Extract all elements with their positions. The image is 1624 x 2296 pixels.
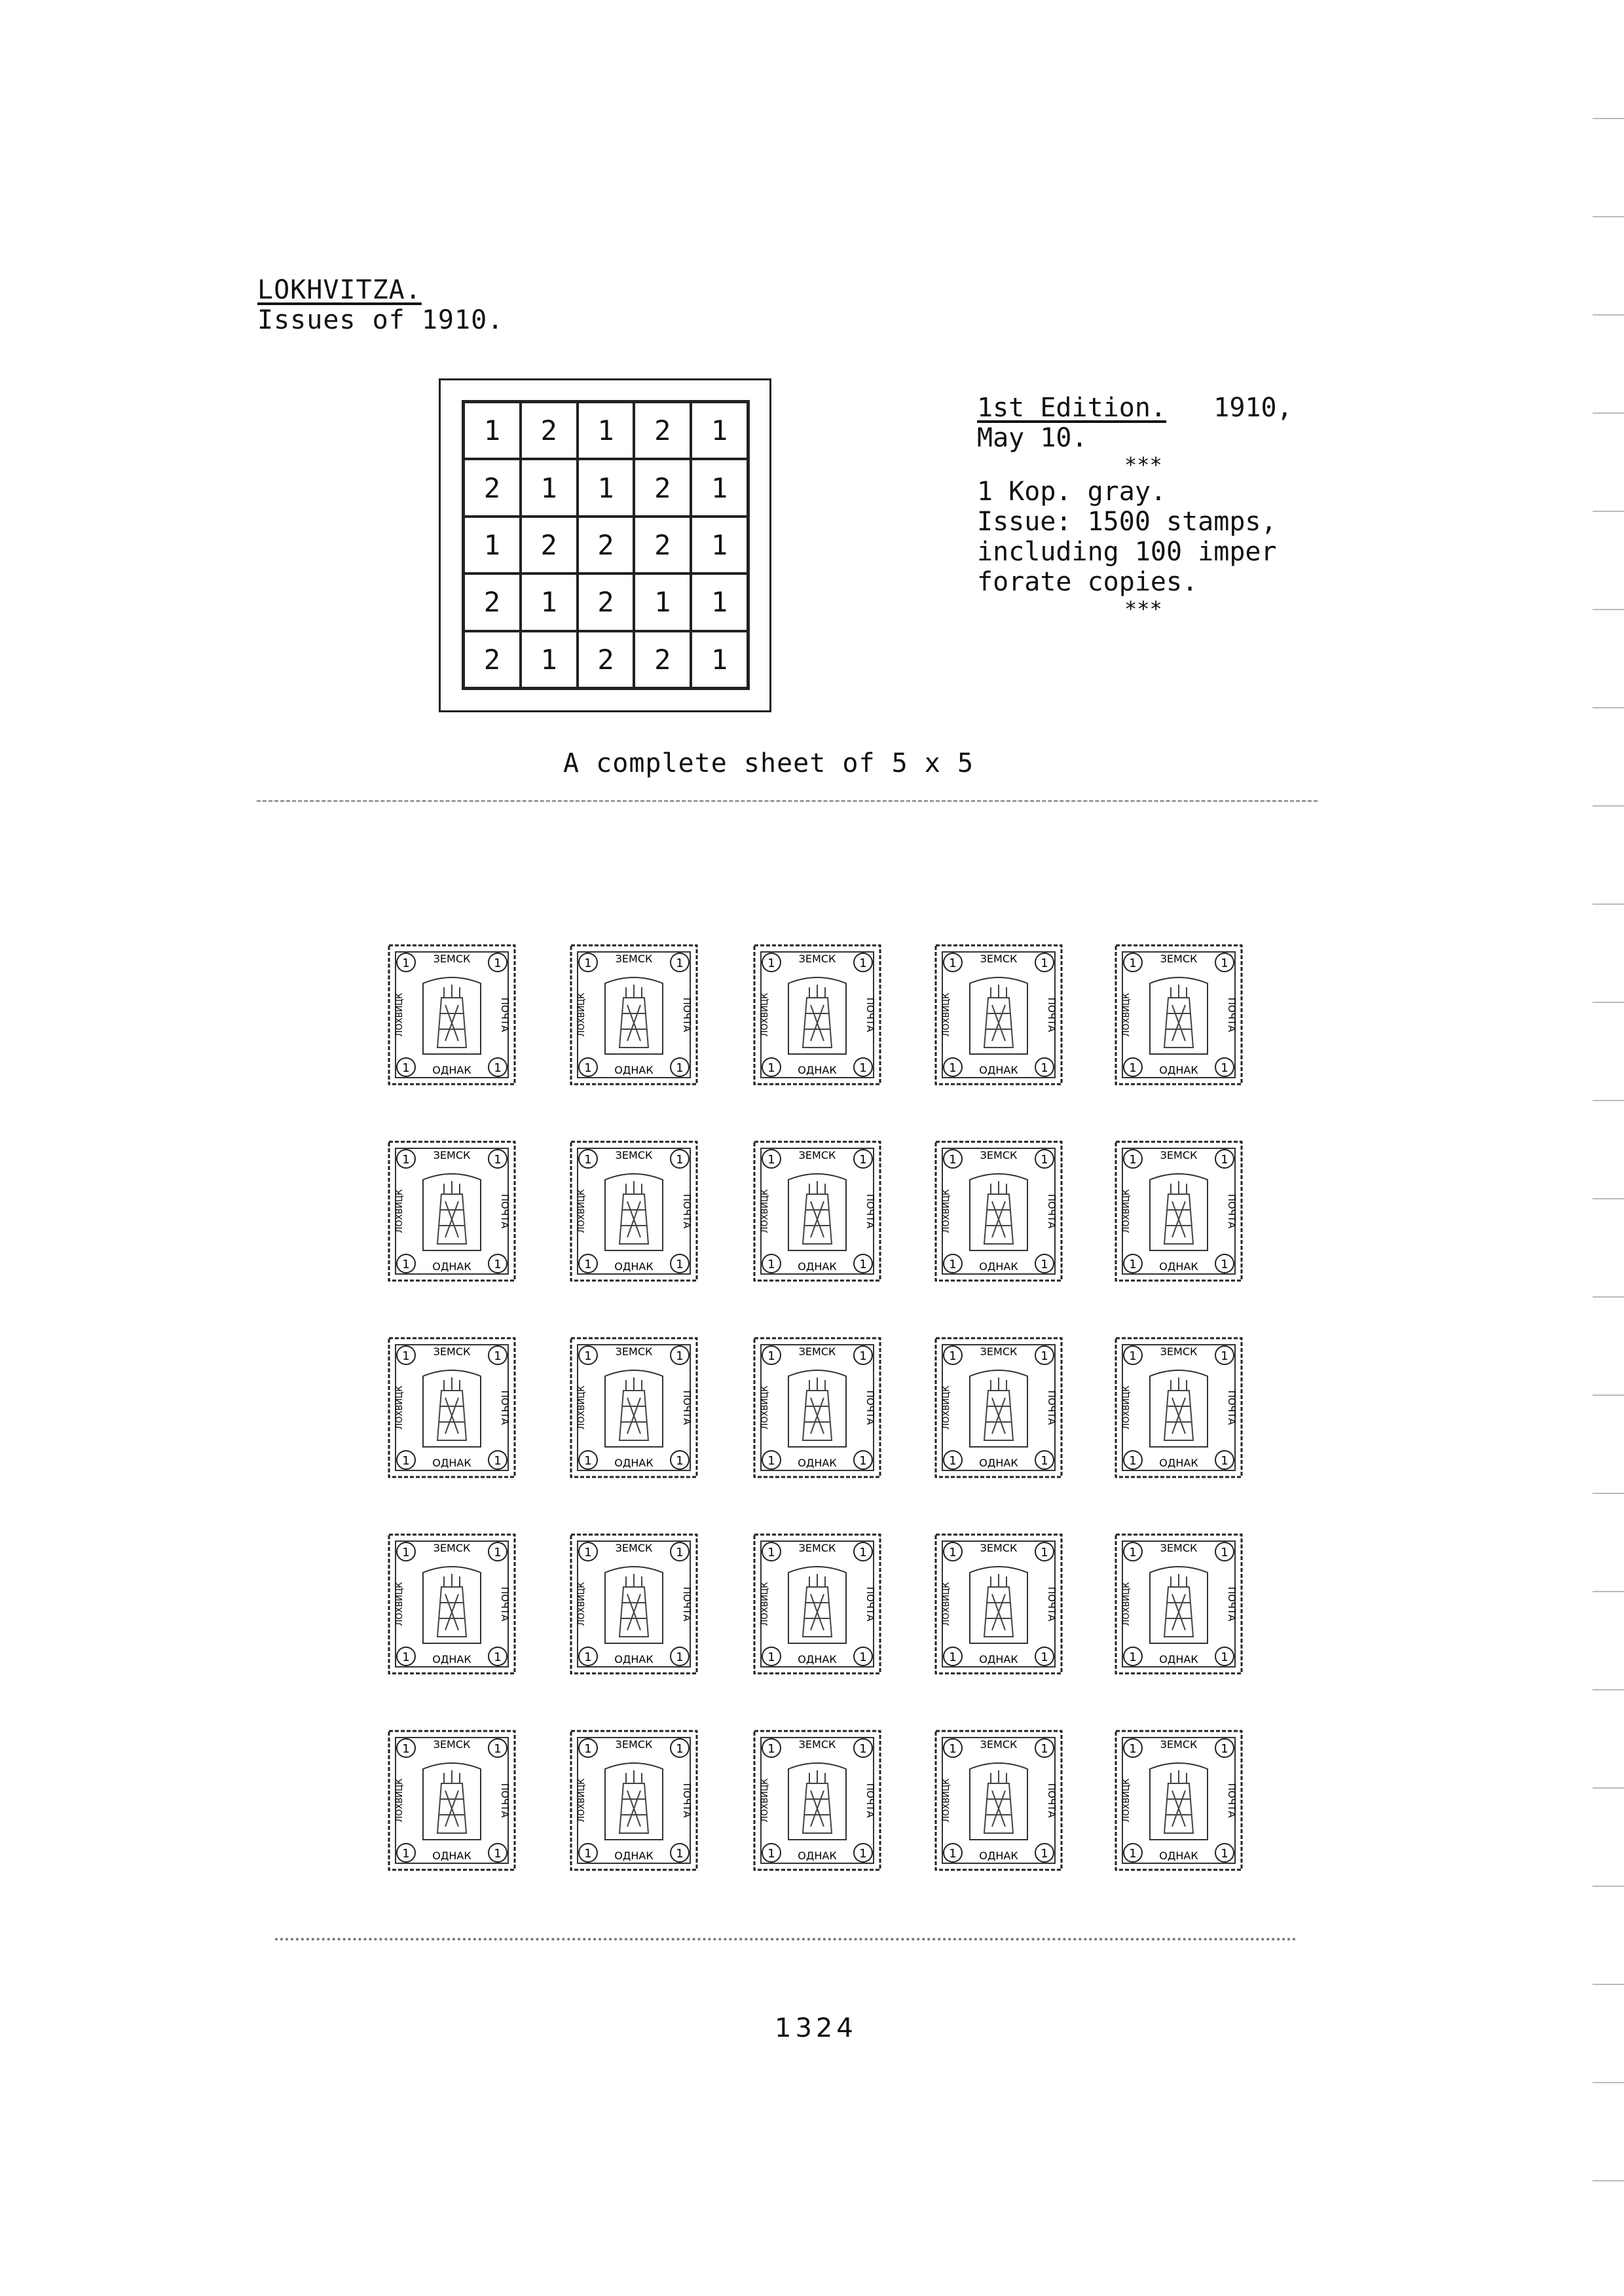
plate-cell: 1	[578, 459, 635, 516]
svg-text:1: 1	[1129, 1454, 1137, 1468]
svg-text:ЛОХВИЦК: ЛОХВИЦК	[942, 1385, 951, 1430]
stamp	[752, 943, 883, 1087]
edge-tick	[1593, 707, 1624, 708]
svg-text:ЗЕМСК: ЗЕМСК	[1160, 953, 1198, 965]
svg-text:1: 1	[859, 1546, 867, 1559]
svg-text:1: 1	[676, 957, 684, 970]
svg-text:1: 1	[1221, 1349, 1228, 1363]
svg-text:1: 1	[859, 957, 867, 970]
plate-cell: 1	[464, 402, 521, 459]
svg-text:ПОЧТА: ПОЧТА	[499, 997, 511, 1032]
svg-text:ЗЕМСК: ЗЕМСК	[433, 1542, 471, 1554]
svg-text:ПОЧТА: ПОЧТА	[864, 1783, 876, 1818]
svg-text:1: 1	[494, 957, 502, 970]
svg-text:1: 1	[1129, 1153, 1137, 1167]
svg-text:1: 1	[949, 1153, 957, 1167]
svg-text:ПОЧТА: ПОЧТА	[1226, 1194, 1238, 1229]
edition-issue-line1: Issue: 1500 stamps,	[977, 507, 1277, 537]
edition-heading-line	[977, 393, 1344, 423]
svg-text:ЗЕМСК: ЗЕМСК	[1160, 1542, 1198, 1554]
plate-cell: 2	[521, 517, 578, 574]
svg-text:ЛОХВИЦК: ЛОХВИЦК	[577, 1778, 587, 1823]
svg-text:1: 1	[1221, 1454, 1228, 1468]
svg-text:ПОЧТА: ПОЧТА	[681, 1390, 693, 1425]
edition-stars-2: ***	[1124, 596, 1162, 621]
svg-text:1: 1	[494, 1349, 502, 1363]
svg-text:1: 1	[949, 1061, 957, 1075]
svg-text:1: 1	[767, 1349, 775, 1363]
svg-text:ЛОХВИЦК: ЛОХВИЦК	[577, 1582, 587, 1626]
stamp	[386, 1532, 517, 1676]
edge-tick	[1593, 609, 1624, 610]
svg-text:ПОЧТА: ПОЧТА	[864, 1390, 876, 1425]
svg-text:ПОЧТА: ПОЧТА	[1046, 1194, 1058, 1229]
svg-text:1: 1	[402, 1742, 410, 1756]
svg-text:ОДНАК: ОДНАК	[979, 1653, 1018, 1666]
edge-tick	[1593, 511, 1624, 512]
svg-text:ОДНАК: ОДНАК	[798, 1064, 837, 1076]
stamp	[1113, 1532, 1244, 1676]
plate-cell: 2	[634, 459, 691, 516]
edge-tick	[1593, 1100, 1624, 1101]
svg-text:ЗЕМСК: ЗЕМСК	[1160, 1345, 1198, 1358]
edge-tick	[1593, 118, 1624, 119]
svg-text:ЗЕМСК: ЗЕМСК	[1160, 1738, 1198, 1751]
svg-text:1: 1	[1129, 1061, 1137, 1075]
svg-text:ЛОХВИЦК: ЛОХВИЦК	[942, 993, 951, 1037]
svg-text:1: 1	[767, 1258, 775, 1271]
svg-text:1: 1	[676, 1061, 684, 1075]
plate-cell: 1	[691, 459, 748, 516]
svg-text:ЛОХВИЦК: ЛОХВИЦК	[395, 1582, 405, 1626]
plate-cell: 2	[464, 631, 521, 688]
svg-text:1: 1	[402, 1349, 410, 1363]
svg-text:ЛОХВИЦК: ЛОХВИЦК	[395, 1189, 405, 1233]
plate-cell: 2	[634, 402, 691, 459]
svg-text:ОДНАК: ОДНАК	[1159, 1653, 1198, 1666]
svg-text:ЗЕМСК: ЗЕМСК	[798, 1345, 836, 1358]
edition-date: May 10.	[977, 423, 1088, 453]
svg-text:ПОЧТА: ПОЧТА	[499, 1783, 511, 1818]
svg-text:ЛОХВИЦК: ЛОХВИЦК	[577, 1385, 587, 1430]
svg-text:1: 1	[767, 1153, 775, 1167]
plate-cell: 2	[521, 402, 578, 459]
plate-cell: 2	[578, 631, 635, 688]
edition-info	[977, 393, 1344, 621]
svg-text:ЛОХВИЦК: ЛОХВИЦК	[760, 1385, 770, 1430]
edge-tick	[1593, 903, 1624, 905]
svg-text:ЛОХВИЦК: ЛОХВИЦК	[395, 1778, 405, 1823]
edge-tick	[1593, 1296, 1624, 1298]
svg-text:ОДНАК: ОДНАК	[1159, 1457, 1198, 1469]
plate-cell: 2	[464, 574, 521, 630]
svg-text:1: 1	[494, 1258, 502, 1271]
stamp	[386, 943, 517, 1087]
svg-text:ЛОХВИЦК: ЛОХВИЦК	[942, 1582, 951, 1626]
svg-text:ПОЧТА: ПОЧТА	[864, 1194, 876, 1229]
svg-text:ПОЧТА: ПОЧТА	[1226, 997, 1238, 1032]
svg-text:ЛОХВИЦК: ЛОХВИЦК	[1122, 1778, 1132, 1823]
svg-text:1: 1	[1129, 1650, 1137, 1664]
svg-text:1: 1	[1041, 1650, 1048, 1664]
svg-text:ЗЕМСК: ЗЕМСК	[433, 1738, 471, 1751]
edge-tick	[1593, 1002, 1624, 1003]
svg-text:1: 1	[494, 1847, 502, 1861]
svg-text:1: 1	[949, 1349, 957, 1363]
svg-text:ПОЧТА: ПОЧТА	[1226, 1586, 1238, 1622]
svg-text:ЗЕМСК: ЗЕМСК	[980, 1345, 1018, 1358]
plate-cell: 2	[634, 517, 691, 574]
svg-text:ЗЕМСК: ЗЕМСК	[980, 953, 1018, 965]
svg-text:ПОЧТА: ПОЧТА	[1046, 1586, 1058, 1622]
svg-text:1: 1	[1041, 1742, 1048, 1756]
svg-text:ЛОХВИЦК: ЛОХВИЦК	[577, 1189, 587, 1233]
svg-text:ЛОХВИЦК: ЛОХВИЦК	[942, 1189, 951, 1233]
svg-text:ОДНАК: ОДНАК	[432, 1850, 471, 1862]
edge-tick	[1593, 1493, 1624, 1494]
svg-text:ПОЧТА: ПОЧТА	[1226, 1390, 1238, 1425]
svg-text:1: 1	[402, 957, 410, 970]
svg-text:ОДНАК: ОДНАК	[798, 1260, 837, 1273]
edition-issue-line3: forate copies.	[977, 567, 1198, 597]
stamp	[1113, 1728, 1244, 1872]
svg-text:ОДНАК: ОДНАК	[614, 1064, 654, 1076]
svg-text:1: 1	[767, 1742, 775, 1756]
svg-text:ЛОХВИЦК: ЛОХВИЦК	[1122, 1582, 1132, 1626]
edge-tick	[1593, 2082, 1624, 2083]
edition-year: 1910,	[1213, 393, 1293, 423]
plate-cell: 1	[521, 459, 578, 516]
stamp	[568, 943, 699, 1087]
svg-text:1: 1	[1041, 1349, 1048, 1363]
edge-tick	[1593, 2180, 1624, 2181]
svg-text:1: 1	[676, 1258, 684, 1271]
stamp-sheet	[262, 805, 1297, 1958]
stamp	[568, 1532, 699, 1676]
stamp	[933, 1336, 1064, 1480]
sheet-caption: A complete sheet of 5 x 5	[563, 748, 974, 778]
svg-text:ОДНАК: ОДНАК	[432, 1653, 471, 1666]
svg-text:ЛОХВИЦК: ЛОХВИЦК	[1122, 1385, 1132, 1430]
svg-text:1: 1	[859, 1847, 867, 1861]
svg-text:ЗЕМСК: ЗЕМСК	[980, 1542, 1018, 1554]
svg-text:1: 1	[584, 1650, 592, 1664]
svg-text:1: 1	[859, 1061, 867, 1075]
svg-text:1: 1	[584, 1546, 592, 1559]
svg-text:ОДНАК: ОДНАК	[1159, 1850, 1198, 1862]
svg-text:1: 1	[1129, 1847, 1137, 1861]
svg-text:ПОЧТА: ПОЧТА	[681, 1783, 693, 1818]
plate-cell: 2	[578, 517, 635, 574]
svg-text:1: 1	[584, 957, 592, 970]
svg-text:1: 1	[1129, 1742, 1137, 1756]
edge-tick	[1593, 1689, 1624, 1690]
svg-text:1: 1	[859, 1258, 867, 1271]
svg-text:ОДНАК: ОДНАК	[979, 1260, 1018, 1273]
svg-text:ОДНАК: ОДНАК	[979, 1457, 1018, 1469]
svg-text:1: 1	[402, 1847, 410, 1861]
svg-text:ЗЕМСК: ЗЕМСК	[980, 1149, 1018, 1161]
svg-text:1: 1	[1221, 1258, 1228, 1271]
svg-text:1: 1	[859, 1650, 867, 1664]
svg-text:1: 1	[859, 1454, 867, 1468]
svg-text:1: 1	[494, 1454, 502, 1468]
stamp	[752, 1532, 883, 1676]
stamp	[386, 1139, 517, 1283]
svg-text:1: 1	[767, 1454, 775, 1468]
svg-text:1: 1	[1221, 957, 1228, 970]
svg-text:1: 1	[676, 1153, 684, 1167]
page-number: 1324	[775, 2013, 857, 2043]
svg-text:1: 1	[676, 1454, 684, 1468]
svg-text:ЗЕМСК: ЗЕМСК	[615, 1149, 653, 1161]
svg-text:ЗЕМСК: ЗЕМСК	[1160, 1149, 1198, 1161]
svg-text:ПОЧТА: ПОЧТА	[499, 1390, 511, 1425]
svg-text:ОДНАК: ОДНАК	[614, 1260, 654, 1273]
plate-cell: 1	[634, 574, 691, 630]
svg-text:ПОЧТА: ПОЧТА	[864, 1586, 876, 1622]
plate-cell: 1	[464, 517, 521, 574]
svg-text:1: 1	[1221, 1061, 1228, 1075]
plate-cell: 1	[578, 402, 635, 459]
svg-text:1: 1	[584, 1258, 592, 1271]
svg-text:ОДНАК: ОДНАК	[432, 1064, 471, 1076]
svg-text:1: 1	[1221, 1153, 1228, 1167]
svg-text:1: 1	[402, 1650, 410, 1664]
edition-heading: 1st Edition.	[977, 393, 1166, 423]
edge-tick	[1593, 412, 1624, 414]
svg-text:1: 1	[767, 1650, 775, 1664]
svg-text:ЗЕМСК: ЗЕМСК	[433, 1345, 471, 1358]
svg-text:1: 1	[676, 1349, 684, 1363]
svg-text:ЛОХВИЦК: ЛОХВИЦК	[1122, 993, 1132, 1037]
plate-cell: 1	[521, 631, 578, 688]
svg-text:1: 1	[949, 1742, 957, 1756]
svg-text:ЗЕМСК: ЗЕМСК	[615, 1738, 653, 1751]
page-title: LOKHVITZA.	[257, 275, 422, 305]
svg-text:ПОЧТА: ПОЧТА	[499, 1586, 511, 1622]
svg-text:ОДНАК: ОДНАК	[1159, 1260, 1198, 1273]
svg-text:ЛОХВИЦК: ЛОХВИЦК	[760, 1582, 770, 1626]
svg-text:1: 1	[676, 1742, 684, 1756]
svg-text:1: 1	[1129, 957, 1137, 970]
svg-text:ОДНАК: ОДНАК	[1159, 1064, 1198, 1076]
edge-tick	[1593, 1984, 1624, 1985]
stamp	[386, 1336, 517, 1480]
svg-text:1: 1	[1041, 1546, 1048, 1559]
plate-cell: 1	[691, 517, 748, 574]
svg-text:1: 1	[494, 1650, 502, 1664]
stamp	[568, 1139, 699, 1283]
svg-text:1: 1	[1221, 1650, 1228, 1664]
svg-text:ПОЧТА: ПОЧТА	[499, 1194, 511, 1229]
svg-text:ЛОХВИЦК: ЛОХВИЦК	[395, 993, 405, 1037]
edge-tick	[1593, 216, 1624, 217]
edge-tick	[1593, 1198, 1624, 1199]
plate-cell: 1	[691, 402, 748, 459]
svg-text:1: 1	[949, 1454, 957, 1468]
svg-text:ПОЧТА: ПОЧТА	[1046, 1390, 1058, 1425]
svg-text:ЛОХВИЦК: ЛОХВИЦК	[395, 1385, 405, 1430]
svg-text:ЛОХВИЦК: ЛОХВИЦК	[760, 993, 770, 1037]
edge-tick	[1593, 1591, 1624, 1592]
svg-text:1: 1	[584, 1153, 592, 1167]
stamp	[1113, 1336, 1244, 1480]
svg-text:1: 1	[767, 1847, 775, 1861]
svg-text:1: 1	[584, 1454, 592, 1468]
edge-tick	[1593, 314, 1624, 316]
svg-text:ЛОХВИЦК: ЛОХВИЦК	[942, 1778, 951, 1823]
edition-stars: ***	[1124, 452, 1162, 477]
svg-text:1: 1	[1129, 1258, 1137, 1271]
svg-text:ОДНАК: ОДНАК	[979, 1850, 1018, 1862]
svg-text:1: 1	[859, 1349, 867, 1363]
plate-cell: 2	[464, 459, 521, 516]
svg-text:1: 1	[402, 1153, 410, 1167]
svg-text:1: 1	[1041, 1153, 1048, 1167]
svg-text:1: 1	[767, 957, 775, 970]
stamp	[933, 1139, 1064, 1283]
svg-text:1: 1	[859, 1742, 867, 1756]
svg-text:1: 1	[1221, 1847, 1228, 1861]
edition-issue-line2: including 100 imper	[977, 537, 1277, 567]
stamp	[752, 1336, 883, 1480]
svg-text:1: 1	[676, 1650, 684, 1664]
svg-text:ОДНАК: ОДНАК	[614, 1653, 654, 1666]
svg-text:1: 1	[767, 1061, 775, 1075]
svg-text:1: 1	[859, 1153, 867, 1167]
svg-text:ОДНАК: ОДНАК	[798, 1653, 837, 1666]
svg-text:1: 1	[1041, 1847, 1048, 1861]
svg-text:1: 1	[767, 1546, 775, 1559]
stamp	[568, 1728, 699, 1872]
svg-text:1: 1	[494, 1153, 502, 1167]
svg-text:ОДНАК: ОДНАК	[798, 1457, 837, 1469]
svg-text:ОДНАК: ОДНАК	[614, 1457, 654, 1469]
svg-text:ЛОХВИЦК: ЛОХВИЦК	[577, 993, 587, 1037]
svg-text:ЗЕМСК: ЗЕМСК	[433, 953, 471, 965]
stamp	[933, 1532, 1064, 1676]
svg-text:ОДНАК: ОДНАК	[979, 1064, 1018, 1076]
svg-text:ЛОХВИЦК: ЛОХВИЦК	[1122, 1189, 1132, 1233]
svg-text:ЛОХВИЦК: ЛОХВИЦК	[760, 1189, 770, 1233]
svg-text:1: 1	[402, 1454, 410, 1468]
svg-text:ЗЕМСК: ЗЕМСК	[615, 1542, 653, 1554]
svg-text:ОДНАК: ОДНАК	[432, 1260, 471, 1273]
sheet-top-margin	[257, 800, 1318, 802]
svg-text:1: 1	[584, 1847, 592, 1861]
sheet-bottom-margin	[275, 1938, 1297, 1941]
plate-cell: 2	[578, 574, 635, 630]
stamp	[568, 1336, 699, 1480]
svg-text:ПОЧТА: ПОЧТА	[1226, 1783, 1238, 1818]
svg-text:1: 1	[494, 1742, 502, 1756]
svg-text:ЗЕМСК: ЗЕМСК	[433, 1149, 471, 1161]
svg-text:ЗЕМСК: ЗЕМСК	[798, 1149, 836, 1161]
svg-text:1: 1	[584, 1742, 592, 1756]
plate-layout-grid	[462, 400, 750, 690]
plate-cell: 1	[521, 574, 578, 630]
svg-text:ЗЕМСК: ЗЕМСК	[798, 1542, 836, 1554]
svg-text:ЗЕМСК: ЗЕМСК	[980, 1738, 1018, 1751]
svg-text:1: 1	[1041, 1258, 1048, 1271]
svg-text:ПОЧТА: ПОЧТА	[864, 997, 876, 1032]
svg-text:1: 1	[402, 1258, 410, 1271]
svg-text:1: 1	[1041, 1061, 1048, 1075]
svg-text:ЗЕМСК: ЗЕМСК	[798, 1738, 836, 1751]
svg-text:ЗЕМСК: ЗЕМСК	[615, 1345, 653, 1358]
svg-text:1: 1	[584, 1349, 592, 1363]
stamp	[933, 1728, 1064, 1872]
svg-text:ПОЧТА: ПОЧТА	[681, 1586, 693, 1622]
svg-text:ЛОХВИЦК: ЛОХВИЦК	[760, 1778, 770, 1823]
svg-text:1: 1	[1041, 957, 1048, 970]
svg-text:1: 1	[676, 1546, 684, 1559]
stamp	[1113, 1139, 1244, 1283]
edge-tick	[1593, 1787, 1624, 1789]
svg-text:1: 1	[949, 957, 957, 970]
svg-text:ПОЧТА: ПОЧТА	[681, 997, 693, 1032]
svg-text:1: 1	[584, 1061, 592, 1075]
svg-text:ПОЧТА: ПОЧТА	[1046, 997, 1058, 1032]
plate-cell: 2	[634, 631, 691, 688]
svg-text:1: 1	[1221, 1742, 1228, 1756]
svg-text:ОДНАК: ОДНАК	[432, 1457, 471, 1469]
svg-text:ПОЧТА: ПОЧТА	[681, 1194, 693, 1229]
stamp	[386, 1728, 517, 1872]
stamp	[1113, 943, 1244, 1087]
svg-text:ЗЕМСК: ЗЕМСК	[615, 953, 653, 965]
page-title-block	[257, 275, 504, 335]
svg-text:1: 1	[494, 1061, 502, 1075]
svg-text:1: 1	[1129, 1349, 1137, 1363]
plate-cell: 1	[691, 574, 748, 630]
svg-text:1: 1	[1041, 1454, 1048, 1468]
svg-text:1: 1	[402, 1546, 410, 1559]
svg-text:ПОЧТА: ПОЧТА	[1046, 1783, 1058, 1818]
plate-cell: 1	[691, 631, 748, 688]
svg-text:1: 1	[494, 1546, 502, 1559]
svg-text:ОДНАК: ОДНАК	[798, 1850, 837, 1862]
svg-text:1: 1	[949, 1650, 957, 1664]
svg-text:1: 1	[676, 1847, 684, 1861]
svg-text:1: 1	[402, 1061, 410, 1075]
svg-text:ОДНАК: ОДНАК	[614, 1850, 654, 1862]
stamp	[752, 1139, 883, 1283]
svg-text:ЗЕМСК: ЗЕМСК	[798, 953, 836, 965]
svg-text:1: 1	[1129, 1546, 1137, 1559]
stamp	[752, 1728, 883, 1872]
stamp	[933, 943, 1064, 1087]
edge-tick	[1593, 805, 1624, 807]
edge-tick	[1593, 1886, 1624, 1887]
svg-text:1: 1	[949, 1546, 957, 1559]
edge-tick	[1593, 1394, 1624, 1396]
svg-text:1: 1	[949, 1847, 957, 1861]
svg-text:1: 1	[1221, 1546, 1228, 1559]
edition-value: 1 Kop. gray.	[977, 477, 1166, 507]
svg-text:1: 1	[949, 1258, 957, 1271]
page-subtitle: Issues of 1910.	[257, 305, 504, 335]
